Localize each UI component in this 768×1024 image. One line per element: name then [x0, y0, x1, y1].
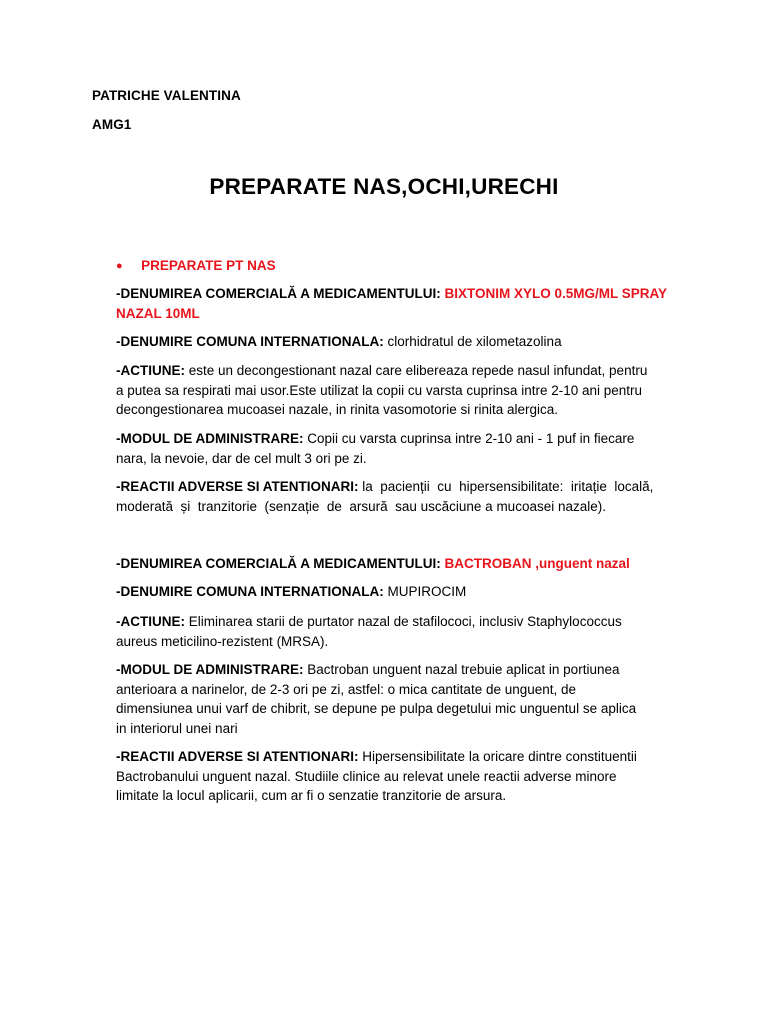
admin-text-2: nara, la nevoie, dar de cel mult 3 ori pe zi.: [116, 450, 367, 466]
bullet-icon: ●: [116, 260, 123, 272]
section-heading-text: PREPARATE PT NAS: [141, 258, 276, 273]
admin-text-3: dimensiunea unui varf de chibrit, se depune pe pulpa degetului mic unguentul se aplica: [116, 701, 637, 716]
drug1-administration: [116, 429, 672, 468]
admin-text-1: Copii cu varsta cuprinsa intre 2-10 ani - 1 puf in fiecare: [307, 431, 635, 446]
adverse-text-2: Bactrobanului unguent nazal. Studiile clinice au relevat unele reactii adverse minore: [116, 768, 617, 784]
dci-label: -DENUMIRE COMUNA INTERNATIONALA:: [116, 584, 388, 599]
drug2-administration: [116, 660, 672, 738]
drug2-action: [116, 612, 672, 651]
commercial-label: -DENUMIREA COMERCIALĂ A MEDICAMENTULUI:: [116, 286, 445, 301]
admin-text-4: in interiorul unei nari: [116, 720, 238, 736]
adverse-label: -REACTII ADVERSE SI ATENTIONARI:: [116, 479, 363, 494]
drug2-adverse: [116, 747, 672, 806]
section-heading: [116, 257, 276, 275]
drug2-dci: [116, 582, 672, 602]
dci-value: clorhidratul de xilometazolina: [387, 334, 562, 349]
author-name: PATRICHE VALENTINA: [92, 88, 241, 103]
commercial-value-cont: NAZAL 10ML: [116, 305, 200, 321]
action-label: -ACTIUNE:: [116, 614, 189, 629]
admin-text-1: Bactroban unguent nazal trebuie aplicat in portiunea: [307, 662, 620, 677]
admin-label: -MODUL DE ADMINISTRARE:: [116, 662, 308, 677]
action-text-1: Eliminarea starii de purtator nazal de stafilococi, inclusiv Staphylococcus: [188, 614, 622, 629]
commercial-value: BIXTONIM XYLO 0.5MG/ML SPRAY: [444, 286, 668, 301]
adverse-text-3: limitate la locul aplicarii, cum ar fi o senzatie tranzitorie de arsura.: [116, 788, 507, 803]
drug1-dci: [116, 332, 672, 352]
commercial-label: -DENUMIREA COMERCIALĂ A MEDICAMENTULUI:: [116, 556, 445, 571]
adverse-text-1: la pacienții cu hipersensibilitate: iritație locală,: [362, 479, 654, 494]
action-text-2: a putea sa respirati mai usor.Este utilizat la copii cu varsta cuprinsa intre 2-10 ani pentru: [116, 382, 643, 398]
group-label: AMG1: [92, 117, 132, 132]
action-text-2: aureus meticilino-rezistent (MRSA).: [116, 633, 329, 649]
adverse-label: -REACTII ADVERSE SI ATENTIONARI:: [116, 749, 363, 764]
drug2-commercial-name: [116, 554, 672, 574]
action-text-1: este un decongestionant nazal care elibereaza repede nasul infundat, pentru: [188, 363, 648, 378]
adverse-text-2: moderată și tranzitorie (senzație de arsură sau uscăciune a mucoasei nazale).: [116, 498, 606, 514]
admin-text-2: anterioara a narinelor, de 2-3 ori pe zi, astfel: o mica cantitate de unguent, de: [116, 681, 577, 697]
page-title: PREPARATE NAS,OCHI,URECHI: [209, 174, 559, 199]
admin-label: -MODUL DE ADMINISTRARE:: [116, 431, 308, 446]
drug1-commercial-name: [116, 284, 672, 323]
drug1-adverse: [116, 477, 672, 516]
dci-value: MUPIROCIM: [387, 584, 467, 599]
dci-label: -DENUMIRE COMUNA INTERNATIONALA:: [116, 334, 388, 349]
action-label: -ACTIUNE:: [116, 363, 189, 378]
drug1-action: [116, 361, 672, 420]
commercial-value: BACTROBAN ,unguent nazal: [444, 556, 630, 571]
action-text-3: decongestionarea mucoasei nazale, in rinita vasomotorie si rinita alergica.: [116, 402, 558, 417]
adverse-text-1: Hipersensibilitate la oricare dintre constituentii: [362, 749, 637, 764]
